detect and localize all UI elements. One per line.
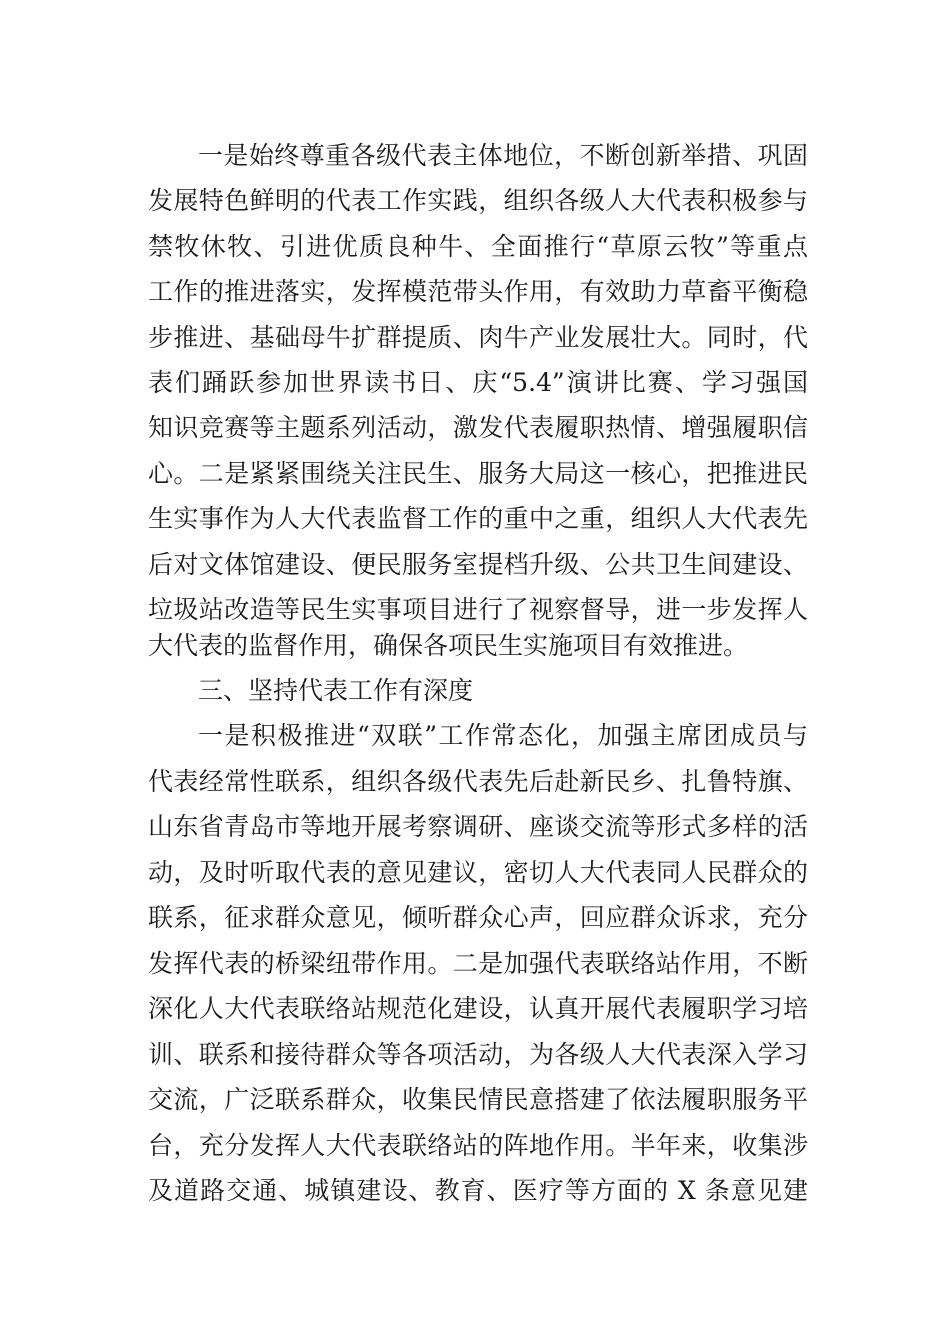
- paragraph-1-line-2: 发展特色鲜明的代表工作实践，组织各级人大代表积极参与: [148, 186, 808, 215]
- paragraph-1-line-3: 禁牧休牧、引进优质良种牛、全面推行“草原云牧”等重点: [148, 232, 808, 261]
- paragraph-1-line-6: 表们踊跃参加世界读书日、庆“5.4”演讲比赛、学习强国: [148, 368, 808, 397]
- paragraph-1-line-5: 步推进、基础母牛扩群提质、肉牛产业发展壮大。同时，代: [148, 323, 808, 352]
- paragraph-2-line-2: 代表经常性联系，组织各级代表先后赴新民乡、扎鲁特旗、: [148, 767, 808, 796]
- paragraph-1-line-9: 生实事作为人大代表监督工作的重中之重，组织人大代表先: [148, 504, 808, 533]
- paragraph-2-line-3: 山东省青岛市等地开展考察调研、座谈交流等形式多样的活: [148, 812, 808, 841]
- paragraph-1-line-11: 垃圾站改造等民生实事项目进行了视察督导，进一步发挥人: [148, 595, 808, 624]
- paragraph-2-line-1: 一是积极推进“双联”工作常态化，加强主席团成员与: [198, 721, 808, 750]
- paragraph-1-line-10: 后对文体馆建设、便民服务室提档升级、公共卫生间建设、: [148, 550, 808, 579]
- paragraph-2-line-9: 交流，广泛联系群众，收集民情民意搭建了依法履职服务平: [148, 1085, 808, 1114]
- paragraph-2-line-11: 及道路交通、城镇建设、教育、医疗等方面的 X 条意见建: [148, 1176, 808, 1205]
- paragraph-2-line-6: 发挥代表的桥梁纽带作用。二是加强代表联络站作用，不断: [148, 949, 808, 978]
- paragraph-2-line-5: 联系，征求群众意见，倾听群众心声，回应群众诉求，充分: [148, 903, 808, 932]
- paragraph-2-line-8: 训、联系和接待群众等各项活动，为各级人大代表深入学习: [148, 1040, 808, 1069]
- paragraph-1-line-4: 工作的推进落实，发挥模范带头作用，有效助力草畜平衡稳: [148, 277, 808, 306]
- paragraph-2-line-7: 深化人大代表联络站规范化建设，认真开展代表履职学习培: [148, 994, 808, 1023]
- paragraph-1-line-8: 心。二是紧紧围绕关注民生、服务大局这一核心，把推进民: [148, 459, 808, 488]
- section-heading: 三、坚持代表工作有深度: [198, 676, 474, 705]
- paragraph-1-line-7: 知识竞赛等主题系列活动，激发代表履职热情、增强履职信: [148, 413, 808, 442]
- paragraph-2-line-4: 动，及时听取代表的意见建议，密切人大代表同人民群众的: [148, 858, 808, 887]
- paragraph-1-line-12: 大代表的监督作用，确保各项民生实施项目有效推进。: [148, 631, 749, 660]
- paragraph-1-line-1: 一是始终尊重各级代表主体地位，不断创新举措、巩固: [198, 141, 808, 170]
- paragraph-2-line-10: 台，充分发挥人大代表联络站的阵地作用。半年来，收集涉: [148, 1131, 808, 1160]
